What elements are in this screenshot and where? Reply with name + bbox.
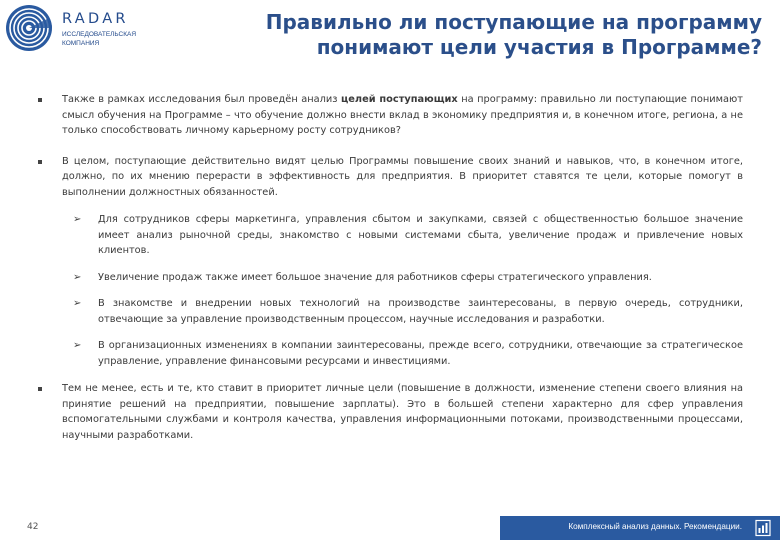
sub-item-text: Для сотрудников сферы маркетинга, управления сбытом и закупками, связей с общественностью большое значение имеет анализ рыночной среды, знакомство с новыми системами сбыта, увеличение продаж и привлечение новых клиентов. (98, 214, 743, 256)
brand-subtitle: ИССЛЕДОВАТЕЛЬСКАЯ КОМПАНИЯ (62, 31, 137, 47)
bullet-item (35, 381, 743, 443)
square-bullet-icon (38, 160, 42, 164)
arrow-bullet-icon: ➢ (73, 340, 82, 351)
sub-list-item (73, 212, 743, 259)
arrow-bullet-icon: ➢ (73, 271, 82, 283)
square-bullet-icon (38, 387, 42, 391)
bullet-text: Тем не менее, есть и те, кто ставит в приоритет личные цели (повышение в должности, изменение степени своего влияния на принятие решений на предприятии, повышение зарплаты). Это в большей степени характерно для сфер управления вспомогательными службами и контроля качества, управления информационными потоками, производственными процессами, научными разработками. (62, 383, 743, 441)
bullet-text: В целом, поступающие действительно видят целью Программы повышение своих знаний и навыков, что, в конечном итоге, должно, по их мнению перерасти в эффективность для предприятия. В приоритет ставятся те цели, которые помогут в выполнении должностных обязанностей. (62, 155, 743, 198)
bullet-emphasis: целей поступающих (341, 94, 458, 105)
slide-content (35, 92, 743, 443)
sub-list-item (73, 296, 743, 327)
footer-caption: Комплексный анализ данных. Рекомендации. (568, 522, 742, 531)
footer-bar (500, 516, 780, 540)
radar-logo-icon (5, 4, 53, 52)
page-title: Правильно ли поступающие на программу понимают цели участия в Программе? (265, 10, 762, 59)
sub-list (73, 212, 743, 369)
document-chart-icon (754, 519, 772, 537)
sub-item-text: В знакомстве и внедрении новых технологий на производстве заинтересованы, в первую очередь, сотрудники, отвечающие за управление производственным процессом, научные исследования и разработки. (98, 298, 743, 325)
page-number: 42 (27, 522, 39, 532)
bullet-item (35, 92, 743, 139)
sub-list-item (73, 338, 743, 369)
bullet-item (35, 154, 743, 201)
bullet-text-post: на программу: правильно ли поступающие понимают смысл обучения на Программе – что обучение должно внести вклад в экономику предприятия и, в конечном итоге, региона, а не только способствовать личному карьерному росту сотрудников? (62, 94, 743, 136)
sub-item-text: В организационных изменениях в компании заинтересованы, прежде всего, сотрудники, отвечающие за стратегическое управление, управление финансовыми ресурсами и инвестициями. (98, 340, 743, 367)
brand-name: RADAR (62, 11, 129, 27)
square-bullet-icon (38, 98, 42, 102)
arrow-bullet-icon: ➢ (73, 298, 82, 309)
arrow-bullet-icon: ➢ (73, 214, 82, 225)
bullet-text-pre: Также в рамках исследования был проведён анализ (62, 94, 342, 105)
sub-list-item (73, 270, 743, 286)
company-logo (5, 4, 175, 54)
sub-item-text: Увеличение продаж также имеет большое значение для работников сферы стратегического управления. (98, 271, 652, 283)
